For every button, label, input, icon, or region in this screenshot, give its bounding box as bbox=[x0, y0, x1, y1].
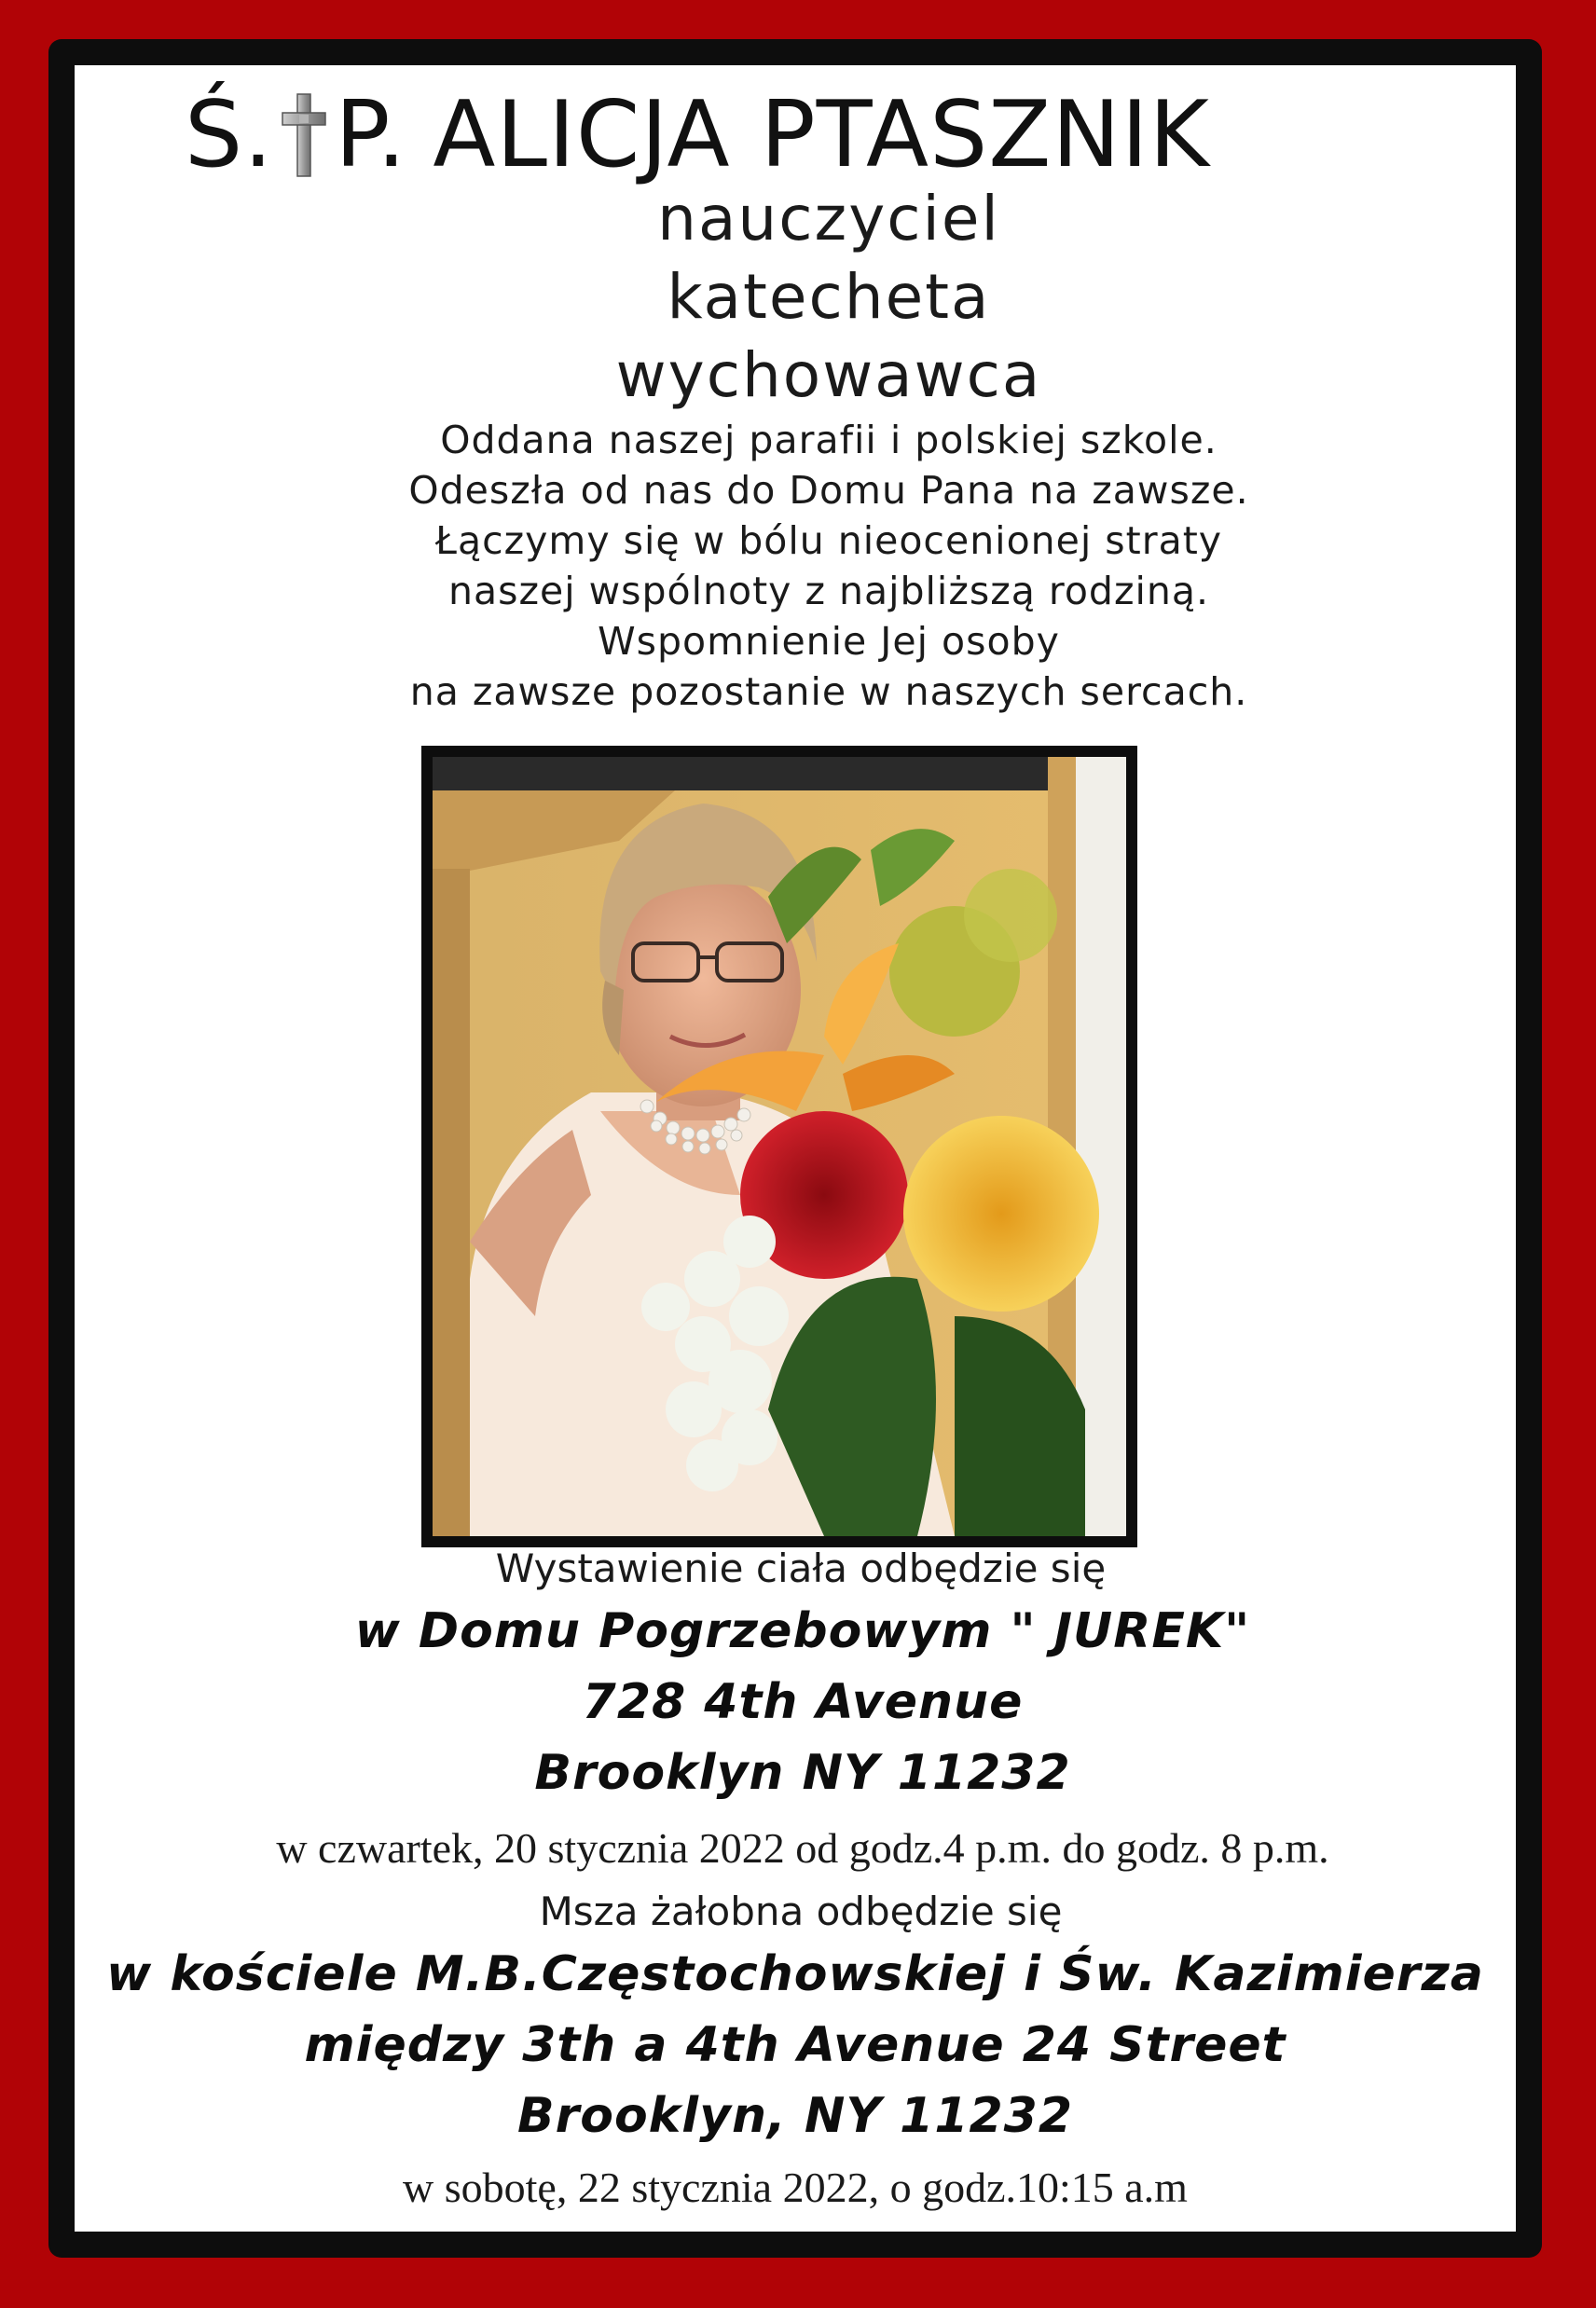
tribute-line: na zawsze pozostanie w naszych sercach. bbox=[409, 669, 1248, 714]
tribute-line: Wspomnienie Jej osoby bbox=[598, 619, 1060, 664]
mass-church: w kościele M.B.Częstochowskiej i Św. Kazimierza bbox=[106, 1946, 1484, 2002]
role-educator: wychowawca bbox=[615, 339, 1042, 411]
heading-prefix-right: P. bbox=[335, 82, 407, 188]
heading-prefix-left: Ś. bbox=[185, 82, 274, 188]
obituary-notice bbox=[75, 65, 1516, 2232]
tribute-line: naszej wspólnoty z najbliższą rodziną. bbox=[447, 569, 1210, 613]
viewing-intro: Wystawienie ciała odbędzie się bbox=[495, 1546, 1107, 1591]
viewing-time: w czwartek, 20 stycznia 2022 od godz.4 p.m. do godz. 8 p.m. bbox=[276, 1824, 1329, 1872]
tribute-line: Łączymy się w bólu nieocenionej straty bbox=[434, 518, 1223, 563]
mass-city: Brooklyn, NY 11232 bbox=[516, 2088, 1074, 2144]
mass-intro: Msza żałobna odbędzie się bbox=[539, 1889, 1063, 1934]
mass-time: w sobotę, 22 stycznia 2022, o godz.10:15 a.m bbox=[403, 2164, 1188, 2211]
viewing-place: w Domu Pogrzebowym " JUREK" bbox=[354, 1603, 1251, 1659]
tribute-line: Oddana naszej parafii i polskiej szkole. bbox=[440, 418, 1218, 462]
role-teacher: nauczyciel bbox=[657, 183, 1000, 254]
portrait-photo-frame bbox=[421, 746, 1137, 1547]
deceased-name: ALICJA PTASZNIK bbox=[433, 82, 1210, 188]
portrait-photo bbox=[433, 757, 1126, 1536]
viewing-street: 728 4th Avenue bbox=[582, 1674, 1024, 1730]
viewing-city: Brooklyn NY 11232 bbox=[534, 1745, 1071, 1801]
mass-street: między 3th a 4th Avenue 24 Street bbox=[304, 2017, 1286, 2073]
role-catechist: katecheta bbox=[667, 261, 991, 333]
cross-icon bbox=[279, 90, 329, 180]
tribute-line: Odeszła od nas do Domu Pana na zawsze. bbox=[408, 468, 1249, 513]
heading bbox=[185, 75, 1210, 196]
